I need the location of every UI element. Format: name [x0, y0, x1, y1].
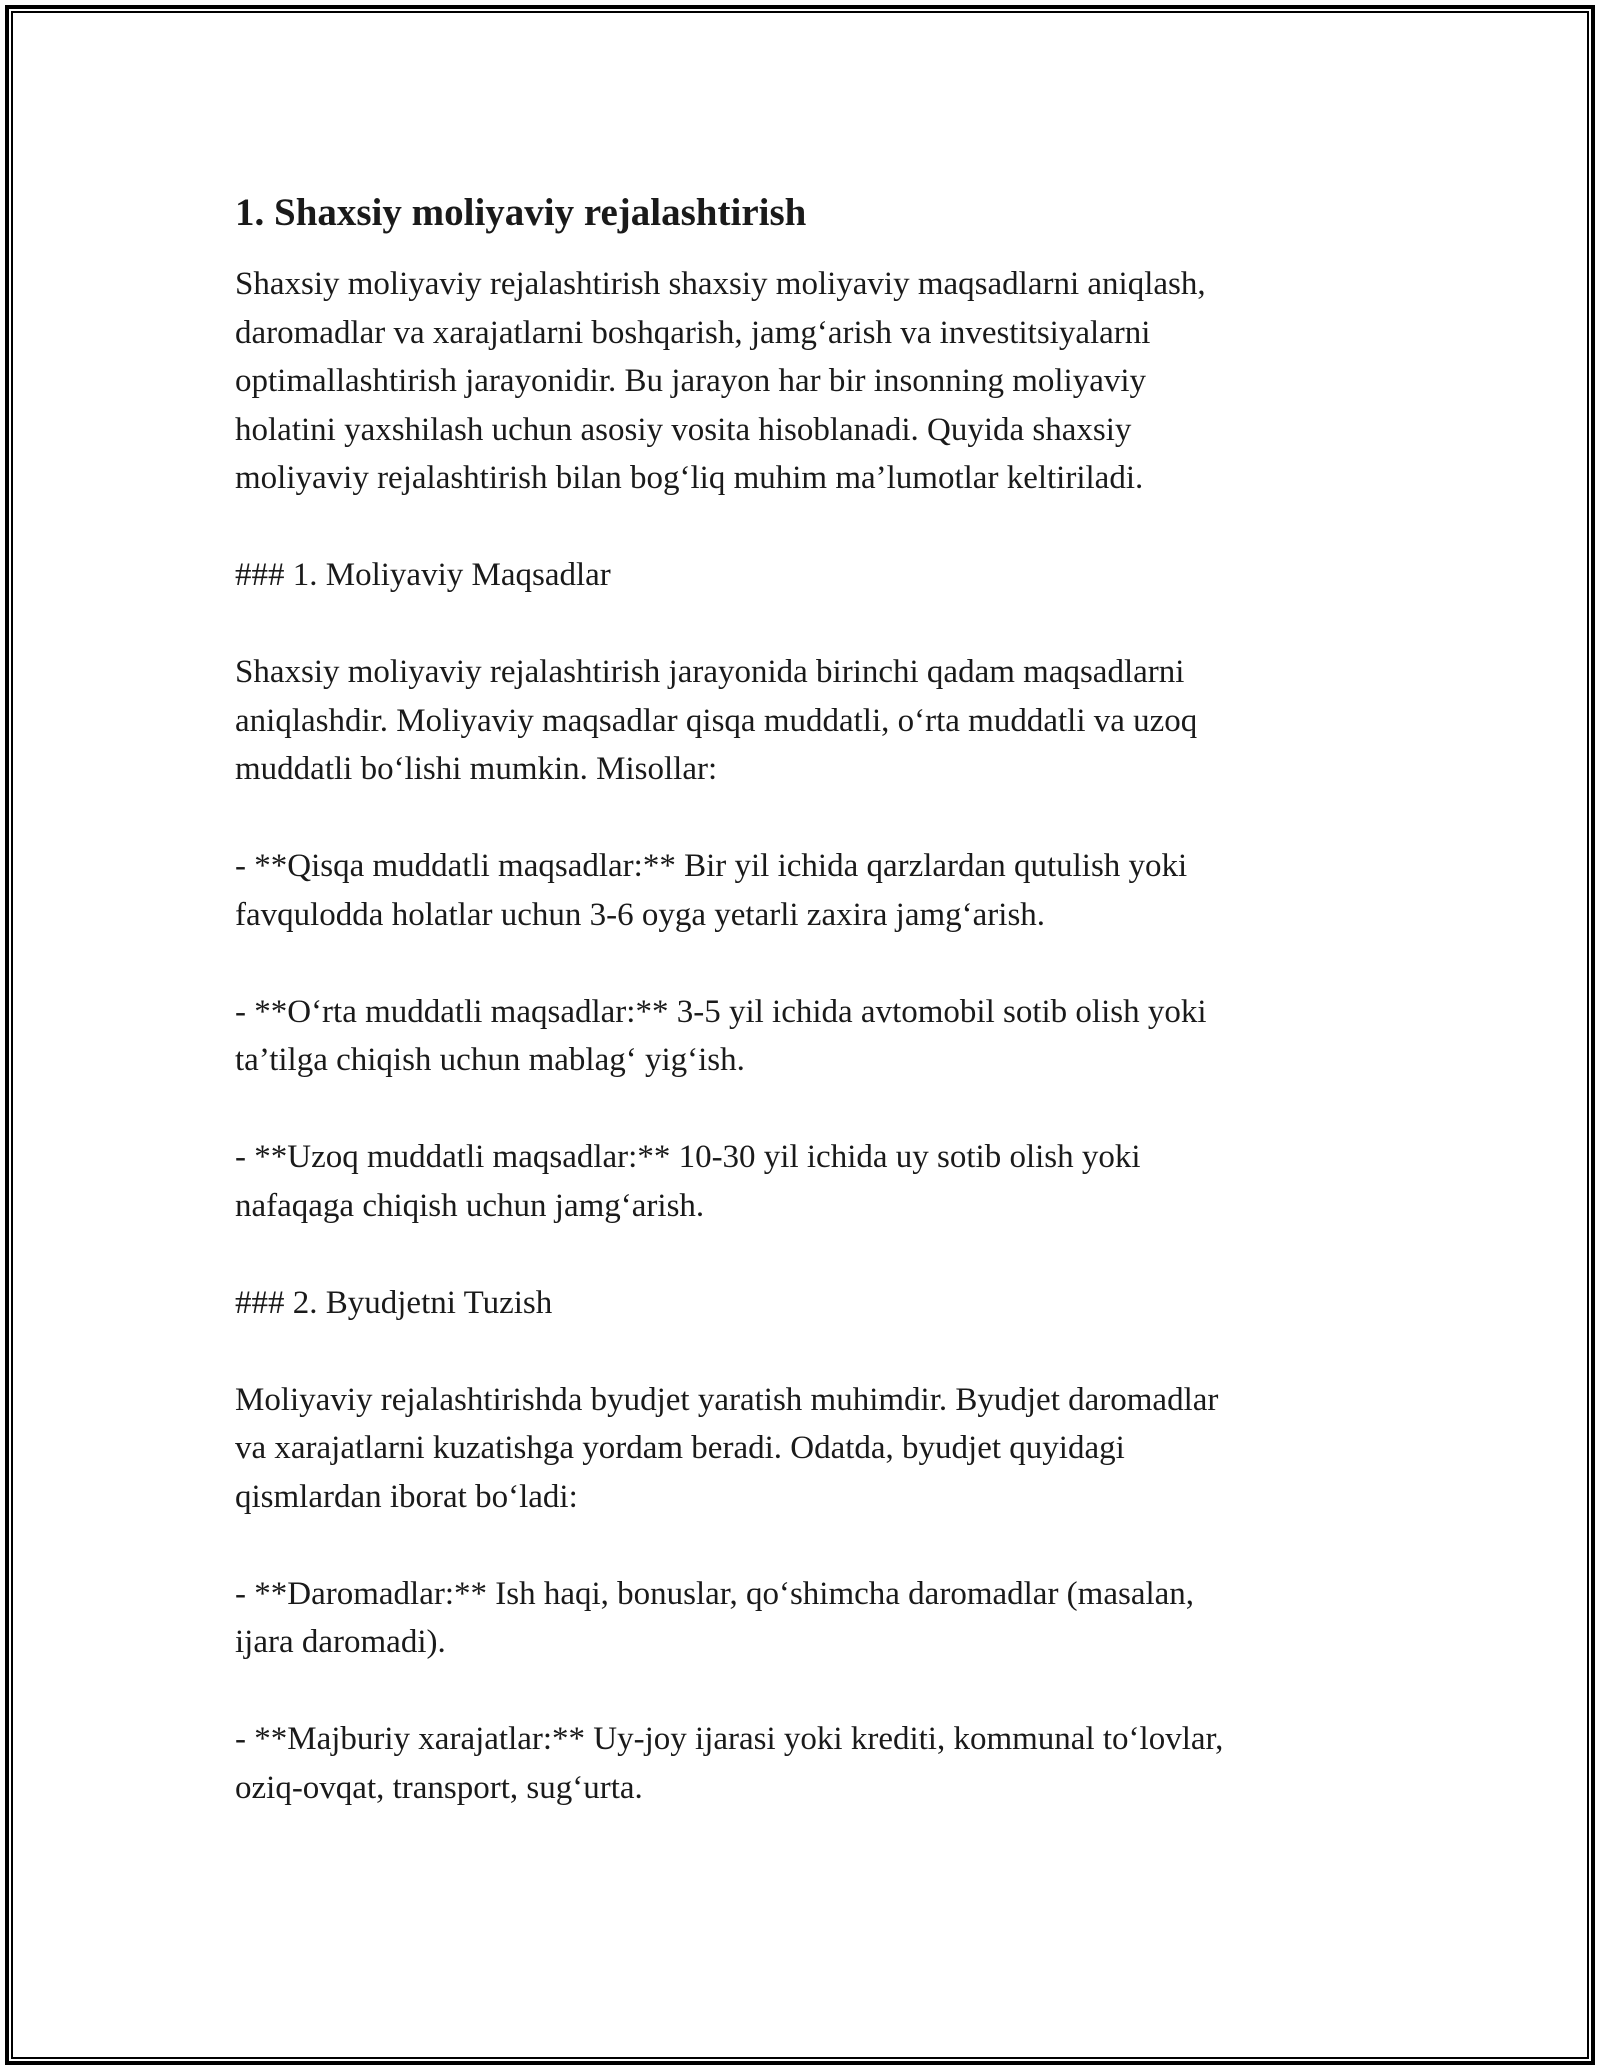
list-item-mid-term: - **O‘rta muddatli maqsadlar:** 3-5 yil ichida avtomobil sotib olish yoki ta’tilga chiqish uchun mablag‘ yig‘ish. [235, 993, 1207, 1078]
intro-paragraph: Shaxsiy moliyaviy rejalashtirish shaxsiy moliyaviy maqsadlarni aniqlash, daromadlar va xarajatlarni boshqarish, jamg‘arish va investitsiyalarni optimallashtirish jarayonidir. Bu jarayon har bir insonning moliyaviy holatini yaxshilash uchun asosiy vosita hisoblanadi. Quyida shaxsiy moliyaviy rejalashtirish bilan bog‘liq muhim ma’lumotlar keltiriladi. [235, 266, 1206, 496]
list-item-mandatory-expenses: - **Majburiy xarajatlar:** Uy-joy ijarasi yoki krediti, kommunal to‘lovlar, oziq-ovqat, transport, sug‘urta. [235, 1721, 1224, 1806]
list-item-income: - **Daromadlar:** Ish haqi, bonuslar, qo‘shimcha daromadlar (masalan, ijara daromadi). [235, 1575, 1195, 1660]
section-heading-1: ### 1. Moliyaviy Maqsadlar [235, 557, 611, 593]
list-item-short-term: - **Qisqa muddatli maqsadlar:** Bir yil ichida qarzlardan qutulish yoki favqulodda holatlar uchun 3-6 oyga yetarli zaxira jamg‘arish. [235, 848, 1188, 933]
document-title: 1. Shaxsiy moliyaviy rejalashtirish [235, 191, 807, 234]
section-2-paragraph: Moliyaviy rejalashtirishda byudjet yaratish muhimdir. Byudjet daromadlar va xarajatlarni kuzatishga yordam beradi. Odatda, byudjet quyidagi qismlardan iborat bo‘ladi: [235, 1381, 1219, 1515]
section-heading-2: ### 2. Byudjetni Tuzish [235, 1284, 553, 1321]
section-1-paragraph: Shaxsiy moliyaviy rejalashtirish jarayonida birinchi qadam maqsadlarni aniqlashdir. Moliyaviy maqsadlar qisqa muddatli, o‘rta muddatli va uzoq muddatli bo‘lishi mumkin. Misollar: [235, 654, 1198, 787]
list-item-long-term: - **Uzoq muddatli maqsadlar:** 10-30 yil ichida uy sotib olish yoki nafaqaga chiqish uchun jamg‘arish. [235, 1139, 1141, 1224]
document-body [235, 188, 1385, 1861]
